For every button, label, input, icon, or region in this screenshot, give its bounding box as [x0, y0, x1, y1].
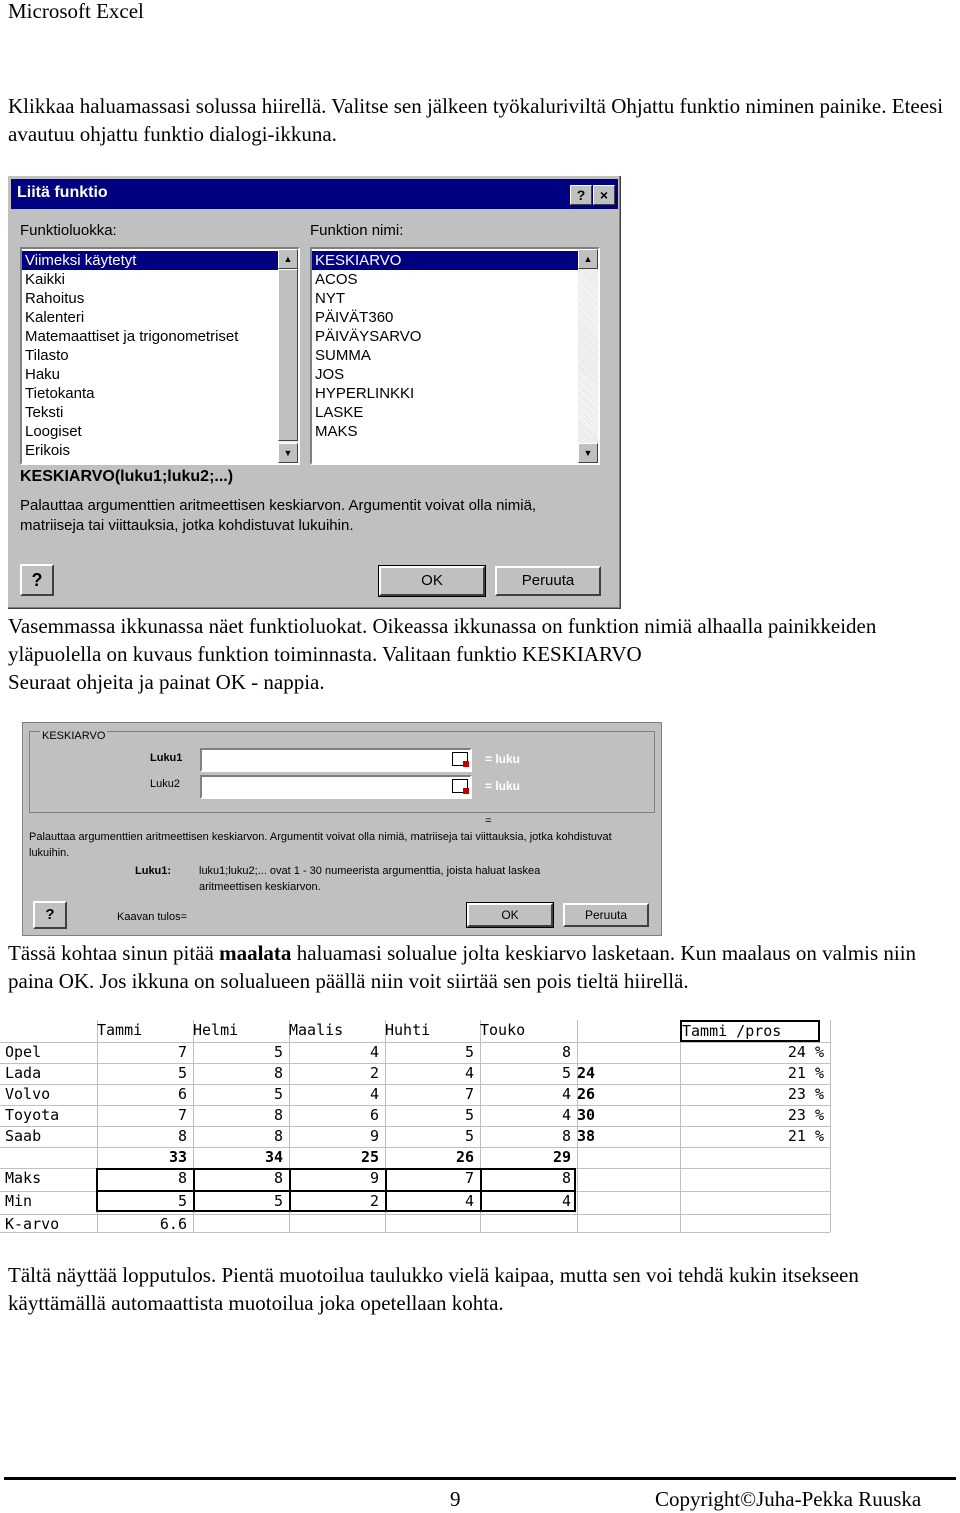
- ok-button[interactable]: OK: [379, 566, 485, 596]
- value-cell[interactable]: 2: [369, 1064, 379, 1082]
- min-cell[interactable]: 5: [273, 1192, 283, 1210]
- category-item[interactable]: Tilasto: [25, 347, 69, 364]
- value-cell[interactable]: 4: [464, 1064, 474, 1082]
- function-list[interactable]: [310, 247, 600, 465]
- value-cell[interactable]: 5: [561, 1064, 571, 1082]
- function-item[interactable]: SUMMA: [315, 347, 371, 364]
- luku2-input[interactable]: [200, 775, 472, 799]
- max-cell[interactable]: 7: [464, 1169, 474, 1187]
- value-cell[interactable]: 6: [177, 1085, 187, 1103]
- formula-result-label: Kaavan tulos=: [117, 911, 188, 923]
- category-list[interactable]: [20, 247, 300, 465]
- row-label[interactable]: Volvo: [5, 1085, 51, 1103]
- selection-text-pre: Tässä kohtaa sinun pitää: [8, 941, 220, 965]
- sum-cell[interactable]: 30: [577, 1106, 596, 1124]
- selection-divider: [193, 1168, 195, 1212]
- total-cell[interactable]: 33: [168, 1148, 187, 1166]
- category-item[interactable]: Loogiset: [25, 423, 82, 440]
- value-cell[interactable]: 7: [464, 1085, 474, 1103]
- value-cell[interactable]: 8: [177, 1127, 187, 1145]
- office-assistant-icon[interactable]: ?: [33, 901, 67, 929]
- page-number: 9: [450, 1487, 461, 1511]
- percent-cell[interactable]: 21 %: [787, 1127, 824, 1145]
- argument-desc-line1: luku1;luku2;... ovat 1 - 30 numeerista argumenttia, joista haluat laskea: [199, 865, 541, 877]
- collapse-dialog-icon[interactable]: [452, 779, 468, 793]
- scroll-up-icon[interactable]: ▲: [578, 249, 598, 269]
- category-item[interactable]: Erikois: [25, 442, 71, 459]
- function-item[interactable]: KESKIARVO: [312, 251, 598, 270]
- argument-label: Luku1:: [135, 865, 172, 877]
- total-cell[interactable]: 26: [455, 1148, 474, 1166]
- average-cell[interactable]: 6.6: [159, 1215, 187, 1233]
- column-header[interactable]: Tammi: [97, 1021, 143, 1039]
- value-cell[interactable]: 5: [464, 1127, 474, 1145]
- row-label[interactable]: Saab: [5, 1127, 42, 1145]
- value-cell[interactable]: 7: [177, 1043, 187, 1061]
- min-cell[interactable]: 5: [177, 1192, 187, 1210]
- function-arguments-dialog: [22, 722, 662, 936]
- value-cell[interactable]: 4: [561, 1106, 571, 1124]
- equals-sign: =: [485, 815, 492, 827]
- value-cell[interactable]: 4: [369, 1085, 379, 1103]
- value-cell[interactable]: 5: [464, 1106, 474, 1124]
- luku1-label: Luku1: [150, 752, 183, 764]
- luku2-label: Luku2: [150, 778, 180, 790]
- selection-paragraph: [8, 939, 948, 995]
- explanation-text: Vasemmassa ikkunassa näet funktioluokat. Oikeassa ikkunassa on funktion nimiä alhaalla painikkeiden yläpuolella on kuvaus funktion toiminnasta. Valitaan funktio KESKIARVO: [8, 614, 877, 666]
- column-header[interactable]: Helmi: [193, 1021, 239, 1039]
- scroll-up-icon[interactable]: ▲: [278, 249, 298, 269]
- value-cell[interactable]: 8: [273, 1106, 283, 1124]
- arguments-group: [29, 731, 655, 813]
- luku1-input[interactable]: [200, 748, 472, 772]
- selection-divider: [480, 1168, 482, 1212]
- max-cell[interactable]: 8: [561, 1169, 571, 1187]
- scroll-down-icon[interactable]: ▼: [578, 443, 598, 463]
- total-cell[interactable]: 29: [552, 1148, 571, 1166]
- total-cell[interactable]: 34: [264, 1148, 283, 1166]
- row-label[interactable]: Lada: [5, 1064, 42, 1082]
- ok-button[interactable]: OK: [467, 903, 553, 927]
- percent-cell[interactable]: 21 %: [787, 1064, 824, 1082]
- function-item[interactable]: PÄIVÄT360: [315, 309, 394, 326]
- scroll-thumb[interactable]: [278, 269, 298, 441]
- selection-text-bold: maalata: [219, 941, 292, 965]
- row-label[interactable]: Min: [5, 1192, 33, 1210]
- argument-desc-line2: aritmeettisen keskiarvon.: [199, 881, 321, 893]
- page-header: Microsoft Excel: [8, 0, 144, 23]
- value-cell[interactable]: 5: [177, 1064, 187, 1082]
- column-header[interactable]: Touko: [480, 1021, 526, 1039]
- row-label[interactable]: Toyota: [5, 1106, 60, 1124]
- value-cell[interactable]: 8: [561, 1043, 571, 1061]
- function-item[interactable]: MAKS: [315, 423, 358, 440]
- value-cell[interactable]: 4: [369, 1043, 379, 1061]
- min-cell[interactable]: 4: [561, 1192, 571, 1210]
- selection-divider: [96, 1190, 576, 1192]
- column-header[interactable]: Huhti: [385, 1021, 431, 1039]
- insert-function-dialog: [7, 175, 622, 610]
- explanation-paragraph: [8, 612, 948, 696]
- category-item[interactable]: Tietokanta: [25, 385, 95, 402]
- percent-cell[interactable]: 24 %: [787, 1043, 824, 1061]
- cancel-button[interactable]: Peruuta: [563, 903, 649, 927]
- category-item[interactable]: Rahoitus: [25, 290, 85, 307]
- collapse-dialog-icon[interactable]: [452, 752, 468, 766]
- value-cell[interactable]: 5: [464, 1043, 474, 1061]
- category-item[interactable]: Kaikki: [25, 271, 66, 288]
- footer-divider: [4, 1477, 956, 1480]
- category-item[interactable]: Viimeksi käytetyt: [22, 251, 298, 270]
- min-cell[interactable]: 4: [464, 1192, 474, 1210]
- grid-line: [830, 1020, 831, 1232]
- row-label[interactable]: Opel: [5, 1043, 42, 1061]
- selection-text-post: haluamasi solualue jolta keskiarvo lasketaan. Kun maalaus on valmis niin paina OK. Jos ikkuna on solualueen päällä niin voit siirtää sen pois tieltä hiirellä.: [8, 941, 917, 993]
- spreadsheet: [0, 1020, 835, 1235]
- sum-cell[interactable]: 26: [577, 1085, 596, 1103]
- category-item[interactable]: Teksti: [25, 404, 64, 421]
- luku2-result: = luku: [485, 779, 521, 793]
- cancel-button[interactable]: Peruuta: [495, 566, 601, 596]
- result-paragraph: Tältä näyttää lopputulos. Pientä muotoilua taulukko vielä kaipaa, mutta sen voi tehdä kukin itsekseen käyttämällä automaattista muotoilua joka opetellaan kohta.: [8, 1263, 859, 1315]
- column-header[interactable]: Tammi /pros: [680, 1020, 820, 1042]
- dialog-title: Liitä funktio: [17, 184, 108, 201]
- function-name-label: Funktion nimi:: [310, 222, 404, 239]
- function-item[interactable]: LASKE: [315, 404, 364, 421]
- value-cell[interactable]: 5: [273, 1043, 283, 1061]
- value-cell[interactable]: 7: [177, 1106, 187, 1124]
- column-header[interactable]: Maalis: [289, 1021, 344, 1039]
- function-description: Palauttaa argumenttien aritmeettisen keskiarvon. Argumentit voivat olla nimiä, matriiseja tai viittauksia, jotka kohdistuvat lukuihin.: [20, 497, 537, 534]
- max-cell[interactable]: 9: [369, 1169, 379, 1187]
- office-assistant-icon[interactable]: ?: [20, 564, 54, 596]
- max-cell[interactable]: 8: [273, 1169, 283, 1187]
- close-icon[interactable]: ×: [593, 185, 615, 205]
- function-syntax: KESKIARVO(luku1;luku2;...): [20, 468, 234, 485]
- row-label[interactable]: K-arvo: [5, 1215, 60, 1233]
- function-item[interactable]: HYPERLINKKI: [315, 385, 415, 402]
- value-cell[interactable]: 8: [273, 1064, 283, 1082]
- instruction-text: Seuraat ohjeita ja painat OK - nappia.: [8, 670, 325, 694]
- value-cell[interactable]: 8: [561, 1127, 571, 1145]
- percent-cell[interactable]: 23 %: [787, 1085, 824, 1103]
- function-item[interactable]: ACOS: [315, 271, 358, 288]
- selection-divider: [289, 1168, 291, 1212]
- sum-cell[interactable]: 24: [577, 1064, 596, 1082]
- max-cell[interactable]: 8: [177, 1169, 187, 1187]
- percent-cell[interactable]: 23 %: [787, 1106, 824, 1124]
- intro-paragraph: Klikkaa haluamassasi solussa hiirellä. Valitse sen jälkeen työkaluriviltä Ohjattu funktio niminen painike. Eteesi avautuu ohjattu funktio dialogi-ikkuna.: [8, 94, 944, 146]
- sum-cell[interactable]: 38: [577, 1127, 596, 1145]
- value-cell[interactable]: 6: [369, 1106, 379, 1124]
- min-cell[interactable]: 2: [369, 1192, 379, 1210]
- row-label[interactable]: Maks: [5, 1169, 42, 1187]
- function-description: Palauttaa argumenttien aritmeettisen keskiarvon. Argumentit voivat olla nimiä, matriiseja tai viittauksia, jotka kohdistuvat lukuihin.: [29, 831, 612, 859]
- function-item[interactable]: NYT: [315, 290, 345, 307]
- copyright: Copyright©Juha-Pekka Ruuska: [655, 1487, 922, 1511]
- category-scrollbar[interactable]: [278, 249, 298, 463]
- category-item[interactable]: Kalenteri: [25, 309, 85, 326]
- dialog-titlebar: [11, 179, 618, 209]
- help-icon[interactable]: ?: [570, 185, 592, 205]
- function-scrollbar[interactable]: [578, 249, 598, 463]
- category-label: Funktioluokka:: [20, 222, 117, 239]
- value-cell[interactable]: 4: [561, 1085, 571, 1103]
- value-cell[interactable]: 5: [273, 1085, 283, 1103]
- scroll-down-icon[interactable]: ▼: [278, 443, 298, 463]
- function-item[interactable]: JOS: [315, 366, 345, 383]
- total-cell[interactable]: 25: [360, 1148, 379, 1166]
- category-item[interactable]: Matemaattiset ja trigonometriset: [25, 328, 239, 345]
- value-cell[interactable]: 8: [273, 1127, 283, 1145]
- category-item[interactable]: Haku: [25, 366, 61, 383]
- value-cell[interactable]: 9: [369, 1127, 379, 1145]
- function-item[interactable]: PÄIVÄYSARVO: [315, 328, 422, 345]
- luku1-result: = luku: [485, 752, 521, 766]
- selection-divider: [385, 1168, 387, 1212]
- group-title: KESKIARVO: [42, 730, 106, 742]
